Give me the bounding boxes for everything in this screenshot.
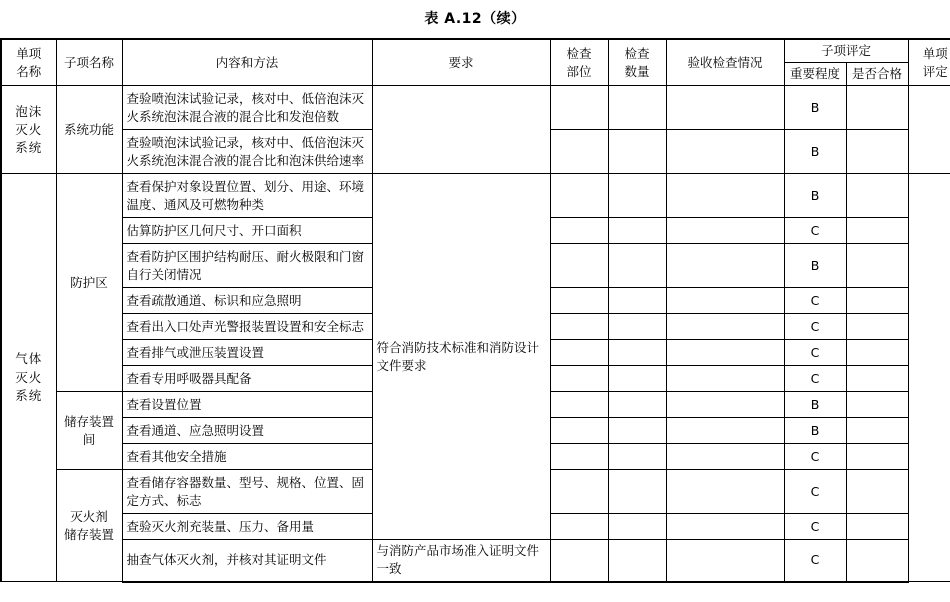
check-quantity-cell[interactable] (608, 470, 666, 514)
qualified-cell[interactable] (846, 418, 908, 444)
subgroup-name-system-function: 系统功能 (56, 86, 122, 174)
acceptance-status-cell[interactable] (666, 288, 784, 314)
content-cell: 查看排气或泄压装置设置 (122, 340, 372, 366)
check-location-cell[interactable] (550, 514, 608, 540)
item-evaluation-cell[interactable] (908, 174, 950, 582)
header-check-location: 检查 部位 (550, 39, 608, 86)
subgroup-name-protection-zone: 防护区 (56, 174, 122, 392)
qualified-cell[interactable] (846, 218, 908, 244)
acceptance-status-cell[interactable] (666, 314, 784, 340)
qualified-cell[interactable] (846, 86, 908, 130)
check-location-cell[interactable] (550, 244, 608, 288)
importance-grade-cell: C (784, 340, 846, 366)
importance-grade-cell: C (784, 470, 846, 514)
importance-grade-cell: C (784, 288, 846, 314)
acceptance-status-cell[interactable] (666, 174, 784, 218)
check-quantity-cell[interactable] (608, 540, 666, 582)
acceptance-status-cell[interactable] (666, 244, 784, 288)
requirement-cell (372, 86, 550, 174)
header-content-method: 内容和方法 (122, 39, 372, 86)
page-title: 表 A.12（续） (424, 11, 526, 27)
check-location-cell[interactable] (550, 392, 608, 418)
content-cell: 查看疏散通道、标识和应急照明 (122, 288, 372, 314)
content-cell: 查验喷泡沫试验记录，核对中、低倍泡沫灭火系统泡沫混合液的混合比和发泡倍数 (122, 86, 372, 130)
header-item-evaluation: 单项 评定 (908, 39, 950, 86)
header-importance-level: 重要程度 (784, 63, 846, 86)
requirement-cell: 与消防产品市场准入证明文件一致 (372, 540, 550, 582)
group-name-gas: 气体 灭火 系统 (1, 174, 56, 582)
content-cell: 抽查气体灭火剂，并核对其证明文件 (122, 540, 372, 582)
check-location-cell[interactable] (550, 540, 608, 582)
qualified-cell[interactable] (846, 514, 908, 540)
check-location-cell[interactable] (550, 418, 608, 444)
content-cell: 查看其他安全措施 (122, 444, 372, 470)
importance-grade-cell: B (784, 86, 846, 130)
acceptance-status-cell[interactable] (666, 470, 784, 514)
qualified-cell[interactable] (846, 366, 908, 392)
check-quantity-cell[interactable] (608, 514, 666, 540)
importance-grade-cell: C (784, 540, 846, 582)
item-evaluation-cell[interactable] (908, 86, 950, 174)
content-cell: 查看防护区围护结构耐压、耐火极限和门窗自行关闭情况 (122, 244, 372, 288)
group-name-foam: 泡沫 灭火 系统 (1, 86, 56, 174)
qualified-cell[interactable] (846, 540, 908, 582)
requirement-cell: 符合消防技术标准和消防设计文件要求 (372, 174, 550, 540)
content-cell: 查验灭火剂充装量、压力、备用量 (122, 514, 372, 540)
check-quantity-cell[interactable] (608, 130, 666, 174)
check-location-cell[interactable] (550, 340, 608, 366)
importance-grade-cell: C (784, 444, 846, 470)
header-requirement: 要求 (372, 39, 550, 86)
qualified-cell[interactable] (846, 444, 908, 470)
acceptance-status-cell[interactable] (666, 218, 784, 244)
acceptance-status-cell[interactable] (666, 444, 784, 470)
check-location-cell[interactable] (550, 314, 608, 340)
check-location-cell[interactable] (550, 174, 608, 218)
acceptance-status-cell[interactable] (666, 340, 784, 366)
table-row (1, 86, 950, 130)
content-cell: 查看保护对象设置位置、划分、用途、环境温度、通风及可燃物种类 (122, 174, 372, 218)
check-quantity-cell[interactable] (608, 218, 666, 244)
check-quantity-cell[interactable] (608, 444, 666, 470)
content-cell: 查验喷泡沫试验记录，核对中、低倍泡沫灭火系统泡沫混合液的混合比和泡沫供给速率 (122, 130, 372, 174)
check-location-cell[interactable] (550, 130, 608, 174)
content-cell: 估算防护区几何尺寸、开口面积 (122, 218, 372, 244)
acceptance-status-cell[interactable] (666, 86, 784, 130)
check-quantity-cell[interactable] (608, 340, 666, 366)
qualified-cell[interactable] (846, 392, 908, 418)
header-item-name: 单项 名称 (1, 39, 56, 86)
acceptance-status-cell[interactable] (666, 514, 784, 540)
qualified-cell[interactable] (846, 288, 908, 314)
check-location-cell[interactable] (550, 366, 608, 392)
content-cell: 查看储存容器数量、型号、规格、位置、固定方式、标志 (122, 470, 372, 514)
qualified-cell[interactable] (846, 244, 908, 288)
content-cell: 查看通道、应急照明设置 (122, 418, 372, 444)
qualified-cell[interactable] (846, 314, 908, 340)
qualified-cell[interactable] (846, 130, 908, 174)
check-quantity-cell[interactable] (608, 418, 666, 444)
check-location-cell[interactable] (550, 470, 608, 514)
importance-grade-cell: B (784, 174, 846, 218)
importance-grade-cell: C (784, 314, 846, 340)
check-quantity-cell[interactable] (608, 174, 666, 218)
header-acceptance-check-status: 验收检查情况 (666, 39, 784, 86)
header-is-qualified: 是否合格 (846, 63, 908, 86)
content-cell: 查看设置位置 (122, 392, 372, 418)
check-quantity-cell[interactable] (608, 244, 666, 288)
table-row (1, 174, 950, 218)
content-cell: 查看出入口处声光警报装置设置和安全标志 (122, 314, 372, 340)
header-subitem-name: 子项名称 (56, 39, 122, 86)
acceptance-status-cell[interactable] (666, 366, 784, 392)
importance-grade-cell: B (784, 392, 846, 418)
check-quantity-cell[interactable] (608, 314, 666, 340)
subgroup-name-storage-room: 储存装置间 (56, 392, 122, 470)
importance-grade-cell: B (784, 418, 846, 444)
qualified-cell[interactable] (846, 470, 908, 514)
qualified-cell[interactable] (846, 174, 908, 218)
check-location-cell[interactable] (550, 288, 608, 314)
acceptance-status-cell[interactable] (666, 392, 784, 418)
content-cell: 查看专用呼吸器具配备 (122, 366, 372, 392)
subgroup-name-extinguishant-storage: 灭火剂 储存装置 (56, 470, 122, 582)
document-page (0, 8, 950, 602)
table-row (1, 540, 950, 582)
qualified-cell[interactable] (846, 340, 908, 366)
check-location-cell[interactable] (550, 444, 608, 470)
check-location-cell[interactable] (550, 218, 608, 244)
importance-grade-cell: C (784, 366, 846, 392)
acceptance-status-cell[interactable] (666, 418, 784, 444)
acceptance-inspection-table (0, 38, 950, 583)
acceptance-status-cell[interactable] (666, 130, 784, 174)
importance-grade-cell: C (784, 218, 846, 244)
check-quantity-cell[interactable] (608, 86, 666, 130)
check-location-cell[interactable] (550, 86, 608, 130)
importance-grade-cell: C (784, 514, 846, 540)
header-subitem-evaluation: 子项评定 (784, 39, 908, 63)
importance-grade-cell: B (784, 244, 846, 288)
header-check-quantity: 检查 数量 (608, 39, 666, 86)
acceptance-status-cell[interactable] (666, 540, 784, 582)
check-quantity-cell[interactable] (608, 366, 666, 392)
check-quantity-cell[interactable] (608, 392, 666, 418)
importance-grade-cell: B (784, 130, 846, 174)
check-quantity-cell[interactable] (608, 288, 666, 314)
table-header-row-1 (1, 39, 950, 63)
